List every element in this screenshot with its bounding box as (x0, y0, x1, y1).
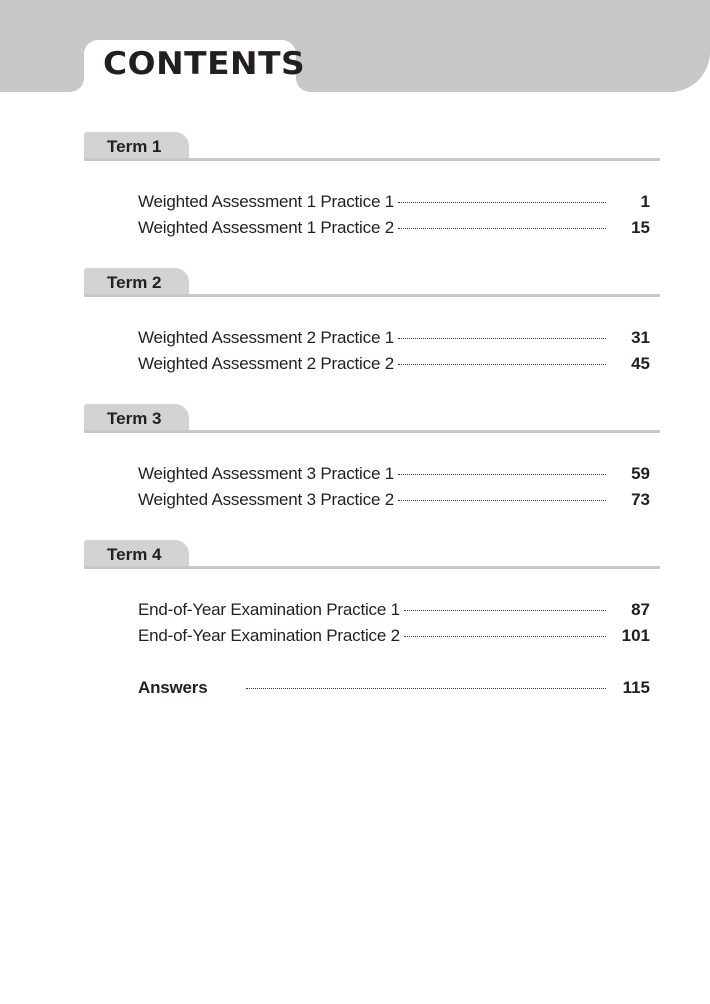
term-divider (84, 158, 660, 161)
answers-title: Answers (138, 678, 208, 697)
toc-entry[interactable] (138, 626, 650, 650)
entry-page-number: 73 (631, 490, 650, 509)
entry-page-number: 59 (631, 464, 650, 483)
term-label: Term 1 (107, 137, 162, 156)
term-tab (84, 268, 189, 296)
dot-leader (398, 363, 606, 365)
term-divider (84, 430, 660, 433)
entry-title: Weighted Assessment 3 Practice 1 (138, 464, 394, 483)
entry-title: End-of-Year Examination Practice 1 (138, 600, 400, 619)
entry-page-number: 87 (631, 600, 650, 619)
dot-leader (398, 499, 606, 501)
toc-entry[interactable] (138, 600, 650, 624)
entry-title: Weighted Assessment 2 Practice 2 (138, 354, 394, 373)
toc-entry[interactable] (138, 490, 650, 514)
entry-page-number: 45 (631, 354, 650, 373)
term-tab (84, 540, 189, 568)
dot-leader (246, 687, 606, 689)
toc-entry-answers[interactable] (138, 678, 650, 702)
term-label: Term 2 (107, 273, 162, 292)
entry-title: Weighted Assessment 1 Practice 1 (138, 192, 394, 211)
dot-leader (404, 609, 606, 611)
dot-leader (398, 227, 606, 229)
page-title: CONTENTS (103, 46, 306, 82)
toc-entry[interactable] (138, 328, 650, 352)
term-divider (84, 294, 660, 297)
term-divider (84, 566, 660, 569)
toc-entry[interactable] (138, 464, 650, 488)
term-tab (84, 404, 189, 432)
entry-page-number: 15 (631, 218, 650, 237)
dot-leader (398, 473, 606, 475)
term-label: Term 4 (107, 545, 162, 564)
dot-leader (398, 201, 606, 203)
entry-title: Weighted Assessment 3 Practice 2 (138, 490, 394, 509)
entry-page-number: 101 (621, 626, 650, 645)
entry-page-number: 31 (631, 328, 650, 347)
dot-leader (398, 337, 606, 339)
term-label: Term 3 (107, 409, 162, 428)
toc-entry[interactable] (138, 354, 650, 378)
term-tab (84, 132, 189, 160)
entry-page-number: 1 (640, 192, 650, 211)
entry-title: Weighted Assessment 2 Practice 1 (138, 328, 394, 347)
entry-title: Weighted Assessment 1 Practice 2 (138, 218, 394, 237)
dot-leader (404, 635, 606, 637)
entry-page-number: 115 (622, 678, 650, 697)
entry-title: End-of-Year Examination Practice 2 (138, 626, 400, 645)
toc-entry[interactable] (138, 218, 650, 242)
toc-entry[interactable] (138, 192, 650, 216)
